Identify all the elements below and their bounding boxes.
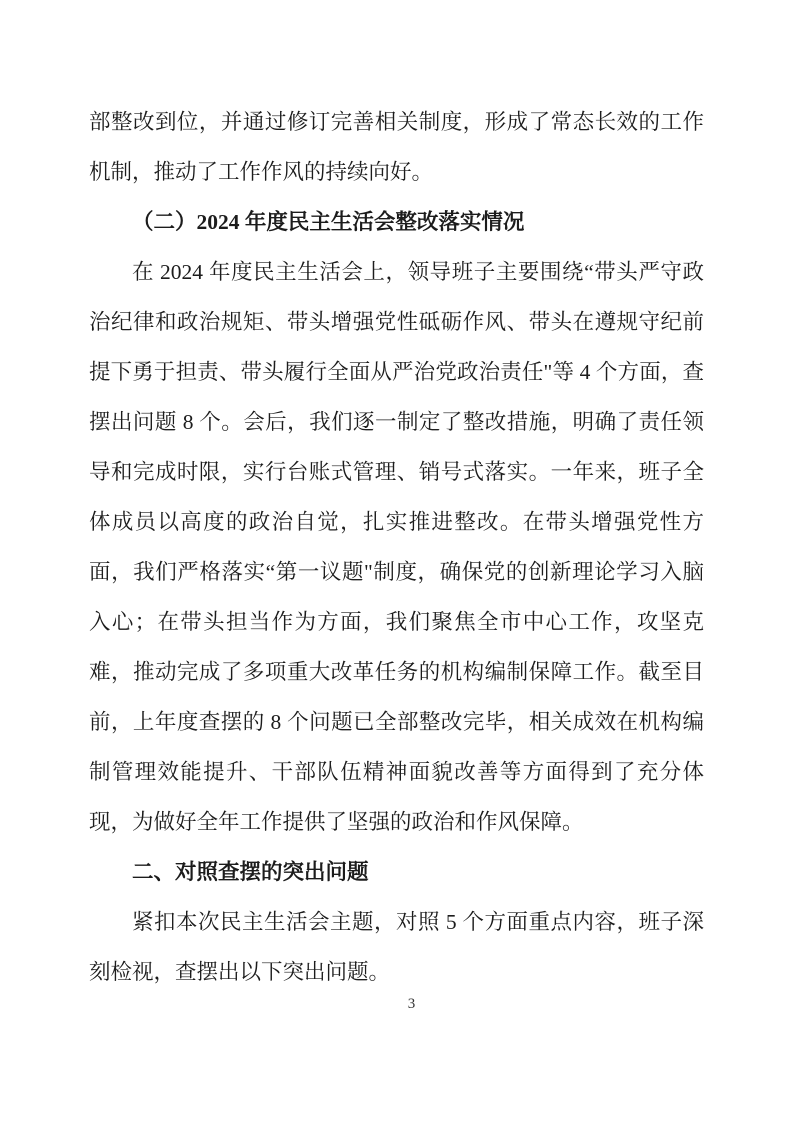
page-number: 3	[407, 996, 416, 1012]
paragraph-2024-rectification-details: 在 2024 年度民主生活会上，领导班子主要围绕“带头严守政治纪律和政治规矩、带头增强党性砥砺作风、带头在遵规守纪前提下勇于担责、带头履行全面从严治党政治责任"等 4 个方面，查摆出问题 8 个。会后，我们逐一制定了整改措施，明确了责任领导和完成时限，实行台账式管理、销号式落实。一年来，班子全体成员以高度的政治自觉，扎实推进整改。在带头增强党性方面，我们严格落实“第一议题"制度，确保党的创新理论学习入脑入心；在带头担当作为方面，我们聚焦全市中心工作，攻坚克难，推动完成了多项重大改革任务的机构编制保障工作。截至目前，上年度查摆的 8 个问题已全部整改完毕，相关成效在机构编制管理效能提升、干部队伍精神面貌改善等方面得到了充分体现，为做好全年工作提供了坚强的政治和作风保障。	[89, 260, 704, 834]
document-content	[89, 97, 704, 997]
section-heading-outstanding-problems: 二、对照查摆的突出问题	[132, 860, 369, 884]
paragraph-rectification-conclusion: 部整改到位，并通过修订完善相关制度，形成了常态长效的工作机制，推动了工作作风的持续向好。	[89, 110, 704, 184]
section-heading-2024-democratic-life-meeting: （二）2024 年度民主生活会整改落实情况	[132, 210, 525, 234]
paragraph-problems-intro: 紧扣本次民主生活会主题，对照 5 个方面重点内容，班子深刻检视，查摆出以下突出问题。	[89, 910, 704, 984]
